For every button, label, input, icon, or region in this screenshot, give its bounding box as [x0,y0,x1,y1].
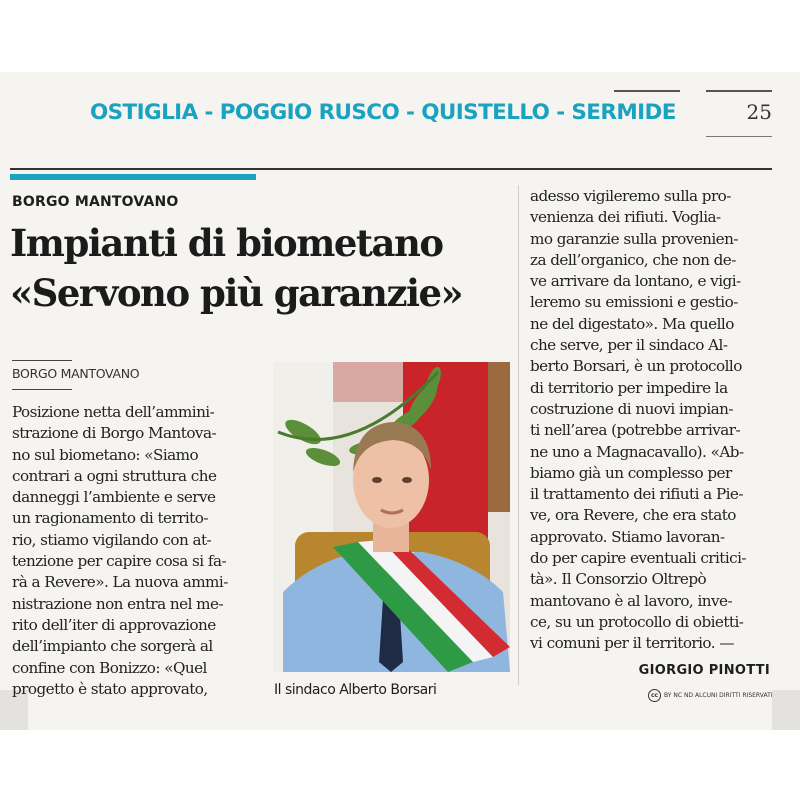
body-line: danneggi l’ambiente e serve [12,488,216,507]
article-author: GIORGIO PINOTTI [638,663,770,678]
body-line: che serve, per il sindaco Al- [530,336,728,355]
body-line: ti nell’area (potrebbe arrivar- [530,421,741,440]
body-line: confine con Bonizzo: «Quel [12,658,207,677]
body-line: ve arrivare da lontano, e vigi- [530,272,741,291]
body-line: ne uno a Magnacavallo). «Ab- [530,442,744,461]
masthead-rule-left [614,90,680,92]
dateline-rule-top [12,360,72,361]
article-headline [10,218,520,318]
body-line: mo garanzie sulla provenien- [530,229,738,248]
body-line: vi comuni per il territorio. — [530,634,734,653]
body-line: no sul biometano: «Siamo [12,445,199,464]
body-line: rà a Revere». La nuova ammi- [12,573,228,592]
article-kicker: BORGO MANTOVANO [12,194,179,210]
body-line: Posizione netta dell’ammini- [12,403,215,421]
body-line: venienza dei rifiuti. Voglia- [530,208,721,227]
body-line: di territorio per impedire la [530,378,728,397]
body-line: tenzione per capire cosa si fa- [12,552,227,571]
photo-caption: Il sindaco Alberto Borsari [274,682,437,698]
body-line: dell’impianto che sorgerà al [12,637,213,656]
accent-rule [10,174,256,180]
license-text: BY NC ND ALCUNI DIRITTI RISERVATI [664,692,773,699]
body-line: mantovano è al lavoro, inve- [530,591,733,610]
body-line: un ragionamento di territo- [12,509,208,528]
article-body-left [12,402,250,700]
body-line: biamo già un complesso per [530,463,732,482]
body-line: ne del digestato». Ma quello [530,314,734,333]
masthead-rule-right [706,90,772,92]
body-line: strazione di Borgo Mantova- [12,424,217,443]
article-body-right [530,186,772,655]
body-line: rito dell’iter di approvazione [12,615,216,634]
body-line: contrari a ogni struttura che [12,466,217,485]
body-line: ce, su un protocollo di obietti- [530,612,744,631]
body-line: tà». Il Consorzio Oltrepò [530,570,707,589]
page-number-rule [706,136,772,137]
creative-commons-icon: cc [648,689,661,702]
body-line: leremo su emissioni e gestio- [530,293,738,312]
body-line: costruzione di nuovi impian- [530,399,733,418]
body-line: rio, stiamo vigilando con at- [12,530,212,549]
body-line: za dell’organico, che non de- [530,250,736,269]
article-dateline: BORGO MANTOVANO [12,366,140,381]
header-rule [10,168,772,170]
body-line: progetto è stato approvato, [12,679,208,698]
body-line: approvato. Stiamo lavoran- [530,527,725,546]
scan-edge-right [772,690,800,730]
section-title: OSTIGLIA - POGGIO RUSCO - QUISTELLO - SERMIDE [90,100,676,125]
body-line: nistrazione non entra nel me- [12,594,224,613]
body-line: ve, ora Revere, che era stato [530,506,736,525]
license-notice [648,689,773,702]
body-line: berto Borsari, è un protocollo [530,357,742,376]
headline-line: «Servono più garanzie» [10,271,463,315]
mayor-photo [273,362,510,672]
body-line: adesso vigileremo sulla pro- [530,187,731,205]
headline-line: Impianti di biometano [10,221,443,265]
dateline-rule-bottom [12,389,72,390]
body-line: il trattamento dei rifiuti a Pie- [530,485,743,504]
page-number: 25 [746,100,772,124]
body-line: do per capire eventuali critici- [530,549,747,568]
